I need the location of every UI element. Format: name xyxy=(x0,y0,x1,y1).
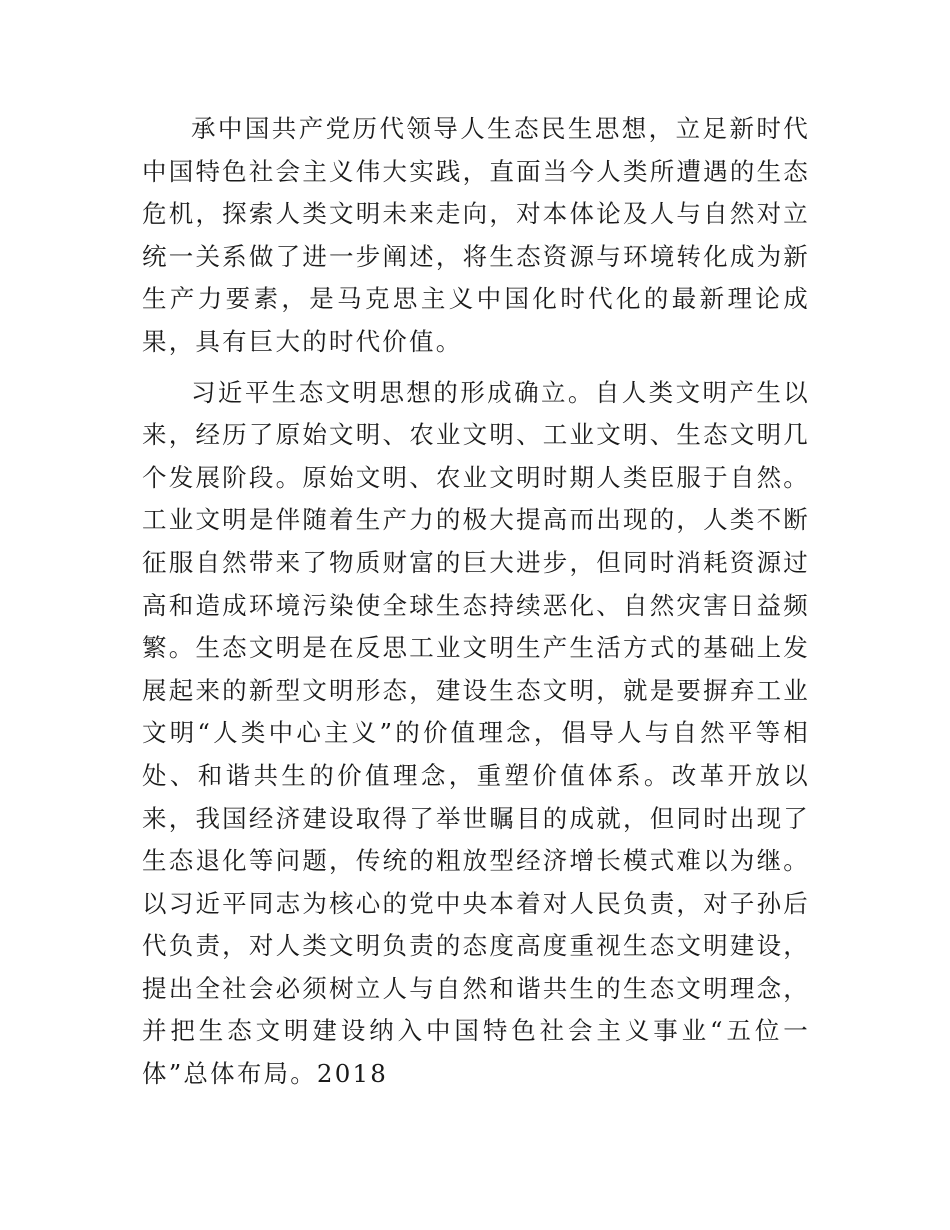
document-body xyxy=(142,108,810,1096)
paragraph-2: 习近平生态文明思想的形成确立。自人类文明产生以来，经历了原始文明、农业文明、工业文明、生态文明几个发展阶段。原始文明、农业文明时期人类臣服于自然。工业文明是伴随着生产力的极大提高而出现的，人类不断征服自然带来了物质财富的巨大进步，但同时消耗资源过高和造成环境污染使全球生态持续恶化、自然灾害日益频繁。生态文明是在反思工业文明生产生活方式的基础上发展起来的新型文明形态，建设生态文明，就是要摒弃工业文明“人类中心主义”的价值理念，倡导人与自然平等相处、和谐共生的价值理念，重塑价值体系。改革开放以来，我国经济建设取得了举世瞩目的成就，但同时出现了生态退化等问题，传统的粗放型经济增长模式难以为继。以习近平同志为核心的党中央本着对人民负责，对子孙后代负责，对人类文明负责的态度高度重视生态文明建设，提出全社会必须树立人与自然和谐共生的生态文明理念，并把生态文明建设纳入中国特色社会主义事业“五位一体”总体布局。2018 xyxy=(142,377,810,1089)
paragraph-1: 承中国共产党历代领导人生态民生思想，立足新时代中国特色社会主义伟大实践，直面当今人类所遭遇的生态危机，探索人类文明未来走向，对本体论及人与自然对立统一关系做了进一步阐述，将生态资源与环境转化成为新生产力要素，是马克思主义中国化时代化的最新理论成果，具有巨大的时代价值。 xyxy=(142,114,810,356)
